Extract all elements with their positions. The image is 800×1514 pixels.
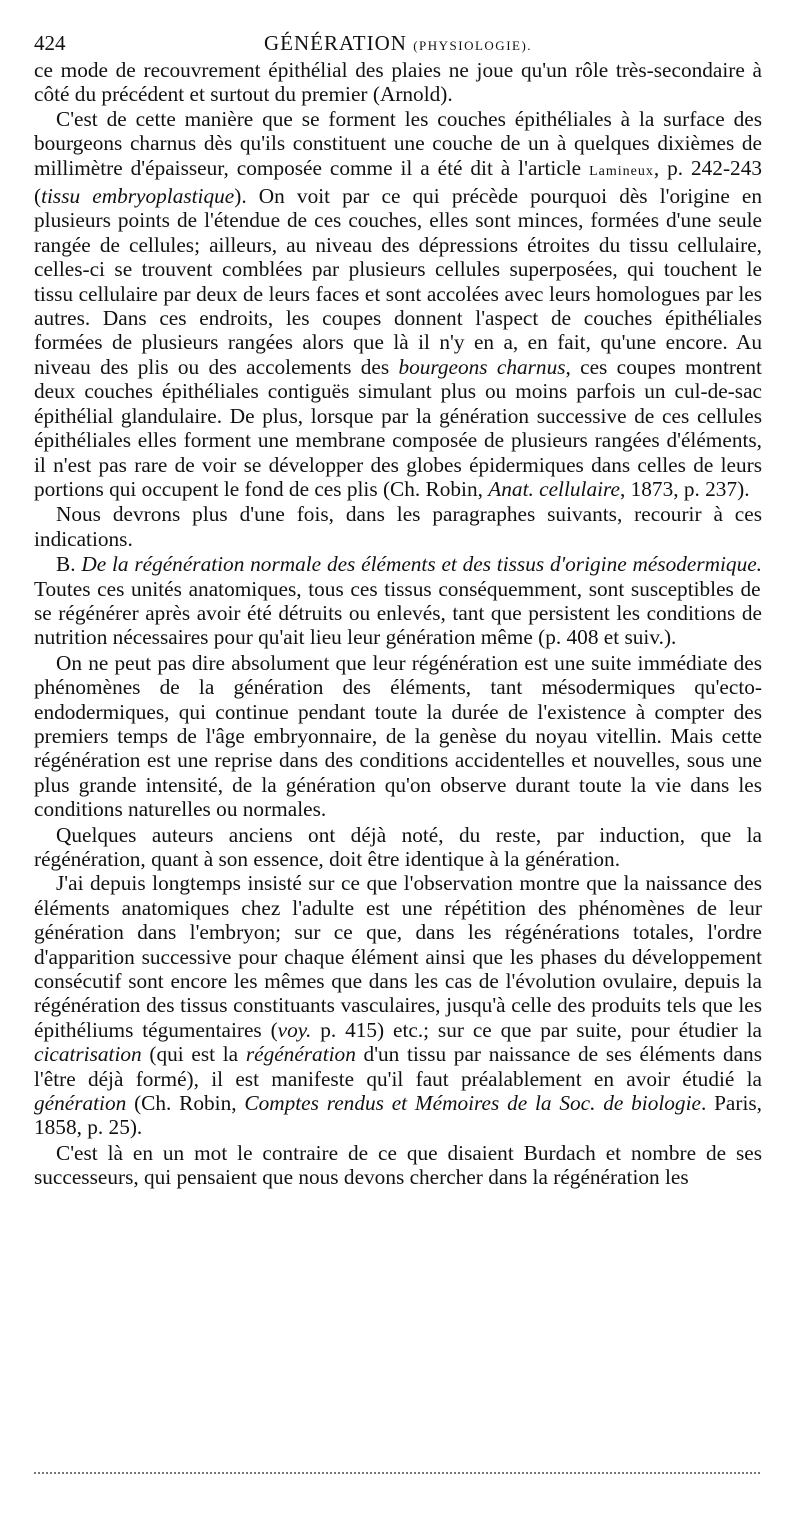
paragraph-7-text-e: (Ch. Robin, — [126, 1091, 245, 1116]
paragraph-1: ce mode de recouvrement épithélial des plaies ne joue qu'un rôle très-secondaire à côté du précédent et surtout du premier (Arnold). — [34, 58, 762, 107]
italic-comptes-rendus: Comptes rendus et Mémoires de la Soc. de biologie — [244, 1091, 701, 1116]
paragraph-7-text-a: J'ai depuis longtemps insisté sur ce que l'observation montre que la naissance des éléments anatomiques chez l'adulte est une répétition des phénomènes de leur génération dans l'embryon; sur ce que, dans les régénérations totales, l'ordre d'apparition successive pour chaque élément ainsi que les phases du développement consécutif sont encore les mêmes que dans les cas de l'évolution ovulaire, depuis la régénération des tissus constituants vasculaires, jusqu'à celle des produits tels que les épithéliums tégumentaires ( — [34, 871, 762, 1042]
paragraph-4 — [34, 552, 762, 650]
paragraph-2-text-e: , 1873, p. 237). — [619, 476, 750, 501]
paragraph-7-text-b: p. 415) etc.; sur ce que par suite, pour étudier la — [311, 1017, 762, 1042]
paragraph-2-text-b: , p. 242-243 ( — [34, 155, 762, 209]
paragraph-8: C'est là en un mot le contraire de ce que disaient Burdach et nombre de ses successeurs, qui pensaient que nous devons chercher dans la régénération les — [34, 1140, 762, 1190]
footer-dotted-rule — [34, 1472, 760, 1474]
paragraph-7-text-d: d'un tissu par naissance de ses éléments dans l'être déjà formé), il est manifeste qu'il faut préalablement en avoir étudié la — [34, 1042, 762, 1091]
italic-cicatrisation: cicatrisation — [34, 1042, 142, 1067]
paragraph-2-text-c: ). On voit par ce qui précède pourquoi dès l'origine en plusieurs points de l'étendue de ces couches, elles sont minces, formées d'une seule rangée de cellules; ailleurs, au niveau des dépressions étroites du tissu cellulaire, celles-ci se trouvent comblées par plusieurs cellules superposées, qui touchent le tissu cellulaire par deux de leurs faces et sont accolées avec leurs homologues par les autres. Dans ces endroits, les coupes donnent l'aspect de couches épithéliales formées de plusieurs rangées alors que là il n'y en a, en fait, qu'une encore. Au niveau des plis ou des accolements des — [34, 184, 762, 379]
italic-generation: génération — [34, 1091, 127, 1116]
article-reference: Lamineux — [589, 163, 654, 179]
paragraph-7 — [34, 871, 762, 1139]
paragraph-6: Quelques auteurs anciens ont déjà noté, du reste, par induction, que la régénération, quant à son essence, doit être identique à la génération. — [34, 822, 762, 871]
page-number: 424 — [34, 31, 66, 55]
paragraph-2-text-d: , ces coupes montrent deux couches épithéliales contiguës simulant plus ou moins parfois un cul-de-sac épithélial glandulaire. De plus, lorsque par la génération successive de ces cellules épithéliales elles forment une membrane composée de plusieurs rangées d'éléments, il n'est pas rare de voir se développer des globes épidermiques dans celles de leurs portions qui occupent le fond de ces plis (Ch. Robin, — [34, 354, 762, 501]
paragraph-2-text-a: C'est de cette manière que se forment les couches épithéliales à la surface des bourgeons charnus dès qu'ils constituent une couche de un à quelques dixièmes de millimètre d'épaisseur, composée comme il a été dit à l'article — [34, 106, 762, 180]
paragraph-4-text: Toutes ces unités anatomiques, tous ces tissus conséquemment, sont susceptibles de se régénérer après avoir été détruits ou enlevés, tant que persistent les conditions de nutrition nécessaires pour qu'ait lieu leur génération même (p. 408 et suiv.). — [34, 576, 762, 650]
running-subtitle: (PHYSIOLOGIE). — [413, 38, 533, 53]
paragraph-3: Nous devrons plus d'une fois, dans les paragraphes suivants, recourir à ces indications. — [34, 502, 762, 551]
running-header — [34, 30, 762, 56]
section-label: B. — [56, 552, 82, 577]
italic-tissu-embryoplastique: tissu embryoplastique — [41, 184, 235, 209]
italic-voy: voy. — [277, 1017, 312, 1042]
paragraph-5: On ne peut pas dire absolument que leur régénération est une suite immédiate des phénomènes de la génération des éléments, tant mésodermiques qu'ecto-endodermiques, qui continue pendant toute la durée de l'existence à compter des premiers temps de l'âge embryonnaire, de la genèse du noyau vitellin. Mais cette régénération est une reprise dans des conditions accidentelles et nouvelles, sous une plus grande intensité, de la génération qu'on observe durant toute la vie dans les conditions naturelles ou normales. — [34, 650, 762, 822]
running-title-text: GÉNÉRATION — [263, 31, 407, 55]
running-title — [34, 30, 762, 59]
paragraph-2 — [34, 107, 762, 502]
italic-regeneration: régénération — [245, 1042, 356, 1067]
paragraph-7-text-c: (qui est la — [141, 1042, 246, 1067]
section-heading: De la régénération normale des éléments et des tissus d'origine mésodermique. — [81, 552, 763, 577]
paragraph-7-text-f: . Paris, 1858, p. 25). — [34, 1091, 763, 1140]
italic-anat-cellulaire: Anat. cellulaire — [488, 476, 620, 501]
italic-bourgeons-charnus: bourgeons charnus — [398, 354, 566, 379]
